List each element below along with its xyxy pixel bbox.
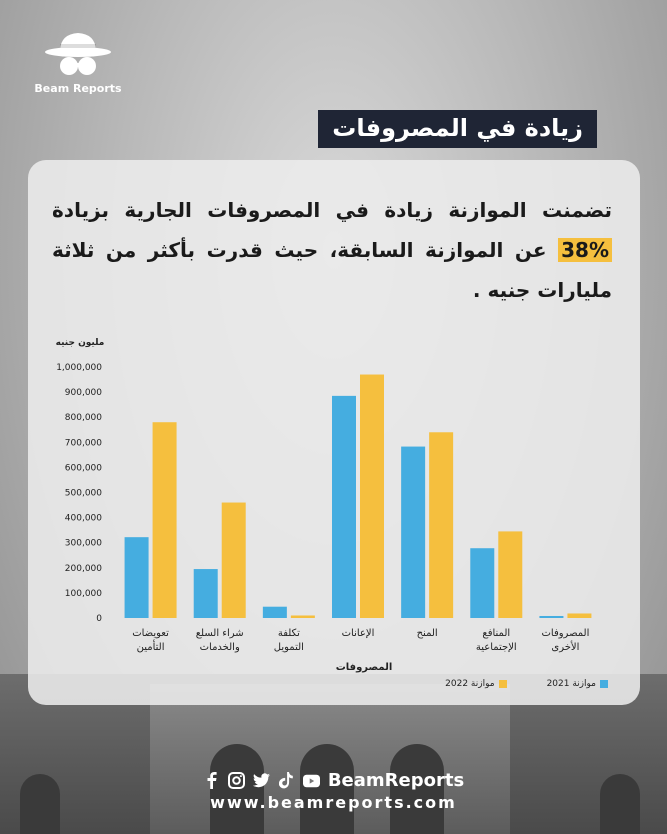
category-label: المنح xyxy=(416,628,438,639)
intro-highlight: 38% xyxy=(558,238,612,262)
y-tick-label: 200,000 xyxy=(64,563,102,574)
legend xyxy=(445,679,608,689)
bar-2021 xyxy=(332,396,356,618)
y-tick-label: 500,000 xyxy=(64,488,102,499)
category-label: المصروفات xyxy=(541,628,590,639)
content-card xyxy=(28,160,640,705)
bar-2022 xyxy=(498,531,522,618)
tiktok-icon[interactable] xyxy=(278,772,295,789)
category-label: الأخرى xyxy=(551,642,580,653)
bar-2021 xyxy=(401,447,425,618)
website-link[interactable]: www.beamreports.com xyxy=(210,793,457,812)
brand-name: Beam Reports xyxy=(34,82,122,95)
category-label: الإجتماعية xyxy=(475,642,517,653)
spy-hat-icon xyxy=(43,28,113,80)
y-tick-label: 100,000 xyxy=(64,588,102,599)
category-label: المنافع xyxy=(482,628,511,639)
social-row xyxy=(0,770,667,791)
legend-label-2022: موازنة 2022 xyxy=(445,679,495,689)
category-label: تكلفة xyxy=(277,628,300,639)
legend-label-2021: موازنة 2021 xyxy=(546,679,596,689)
bar-2021 xyxy=(125,537,149,618)
y-tick-label: 400,000 xyxy=(64,513,102,524)
twitter-icon[interactable] xyxy=(253,772,270,789)
youtube-icon[interactable] xyxy=(303,772,320,789)
facebook-icon[interactable] xyxy=(203,772,220,789)
category-label: التأمين xyxy=(136,642,165,653)
brand-logo xyxy=(28,28,128,95)
x-axis-label: المصروفات xyxy=(335,662,393,673)
bar-2022 xyxy=(222,503,246,618)
category-label: والخدمات xyxy=(199,642,240,653)
category-labels xyxy=(132,628,589,653)
bar-2021 xyxy=(539,616,563,618)
bar-2022 xyxy=(153,422,177,618)
category-label: شراء السلع xyxy=(195,628,244,639)
bar-2021 xyxy=(194,569,218,618)
intro-text-after: عن الموازنة السابقة، حيث قدرت بأكثر من ثلاثة مليارات جنيه . xyxy=(52,238,612,302)
bars xyxy=(125,375,592,618)
legend-swatch-2022 xyxy=(499,680,507,688)
footer xyxy=(0,770,667,812)
y-tick-label: 600,000 xyxy=(64,463,102,474)
bar-2022 xyxy=(291,615,315,618)
y-tick-label: 700,000 xyxy=(64,438,102,449)
y-ticks xyxy=(56,363,102,624)
bar-2021 xyxy=(470,548,494,618)
category-label: التمويل xyxy=(273,642,304,653)
bar-2022 xyxy=(360,375,384,618)
bar-2021 xyxy=(263,607,287,618)
intro-text-before: تضمنت الموازنة زيادة في المصروفات الجارية بزيادة xyxy=(52,198,612,222)
y-tick-label: 800,000 xyxy=(64,413,102,424)
bar-2022 xyxy=(567,613,591,618)
y-tick-label: 0 xyxy=(96,614,102,624)
y-tick-label: 900,000 xyxy=(64,388,102,399)
instagram-icon[interactable] xyxy=(228,772,245,789)
category-label: الإعانات xyxy=(341,628,375,639)
y-tick-label: 1,000,000 xyxy=(56,363,102,373)
headline: زيادة في المصروفات xyxy=(318,110,597,148)
bar-2022 xyxy=(429,432,453,618)
legend-swatch-2021 xyxy=(600,680,608,688)
bar-chart xyxy=(28,160,640,705)
y-axis-label: مليون جنيه xyxy=(55,338,105,348)
social-handle[interactable]: BeamReports xyxy=(327,770,465,791)
category-label: تعويضات xyxy=(132,628,169,639)
y-tick-label: 300,000 xyxy=(64,538,102,549)
